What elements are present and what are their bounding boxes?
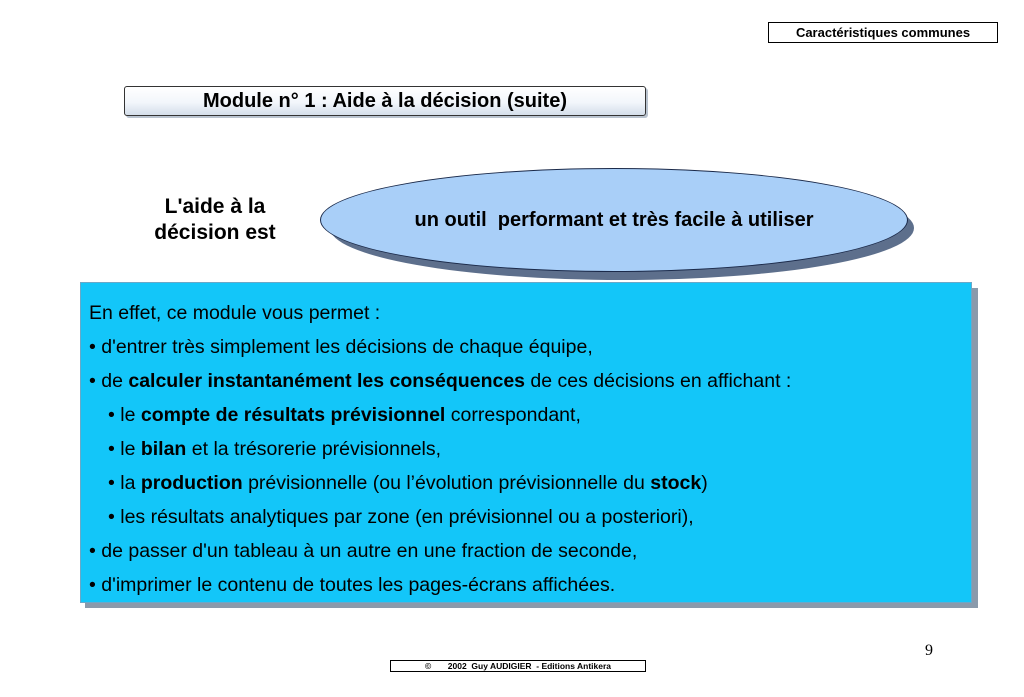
- sub2-bold: bilan: [140, 438, 187, 460]
- bullet-print: • d'imprimer le contenu de toutes les pages-écrans affichées.: [89, 574, 616, 596]
- sub-bullet-income-statement: [89, 398, 971, 432]
- left-label-line2: décision est: [154, 221, 276, 244]
- bullet-calculate-post: de ces décisions en affichant :: [525, 370, 792, 392]
- sub3-post: ): [701, 472, 708, 494]
- sub1-pre: • le: [108, 404, 141, 426]
- content-box: [80, 282, 972, 603]
- sub1-bold: compte de résultats prévisionnel: [140, 404, 446, 426]
- bullet-calculate-pre: • de: [89, 370, 129, 392]
- sub3-bold: production: [140, 472, 243, 494]
- sub3-mid: prévisionnelle (ou l’évolution prévisionnelle du: [242, 472, 651, 494]
- sub3-bold2: stock: [650, 472, 702, 494]
- page-number: 9: [925, 642, 933, 659]
- sub1-post: correspondant,: [445, 404, 581, 426]
- left-label: [120, 194, 310, 246]
- sub2-pre: • le: [108, 438, 141, 460]
- copyright-footer: © 2002 Guy AUDIGIER - Editions Antikera: [390, 660, 646, 672]
- ellipse-text: un outil performant et très facile à utiliser: [414, 208, 814, 231]
- highlight-ellipse: [320, 168, 908, 272]
- bullet-calculate: [89, 364, 971, 398]
- sub-bullet-production: [89, 466, 971, 500]
- bullet-calculate-bold: calculer instantanément les conséquences: [128, 370, 526, 392]
- bullet-enter-decisions: • d'entrer très simplement les décisions de chaque équipe,: [89, 336, 593, 358]
- sub2-post: et la trésorerie prévisionnels,: [186, 438, 442, 460]
- slide-title: Module n° 1 : Aide à la décision (suite): [124, 86, 646, 116]
- sub-bullet-balance-sheet: [89, 432, 971, 466]
- content-intro: En effet, ce module vous permet :: [89, 302, 381, 324]
- left-label-line1: L'aide à la: [164, 195, 266, 218]
- sub-bullet-analytics: • les résultats analytiques par zone (en prévisionnel ou a posteriori),: [108, 506, 694, 528]
- bullet-switch-tables: • de passer d'un tableau à un autre en une fraction de seconde,: [89, 540, 638, 562]
- sub3-pre: • la: [108, 472, 141, 494]
- section-tag: Caractéristiques communes: [768, 22, 998, 43]
